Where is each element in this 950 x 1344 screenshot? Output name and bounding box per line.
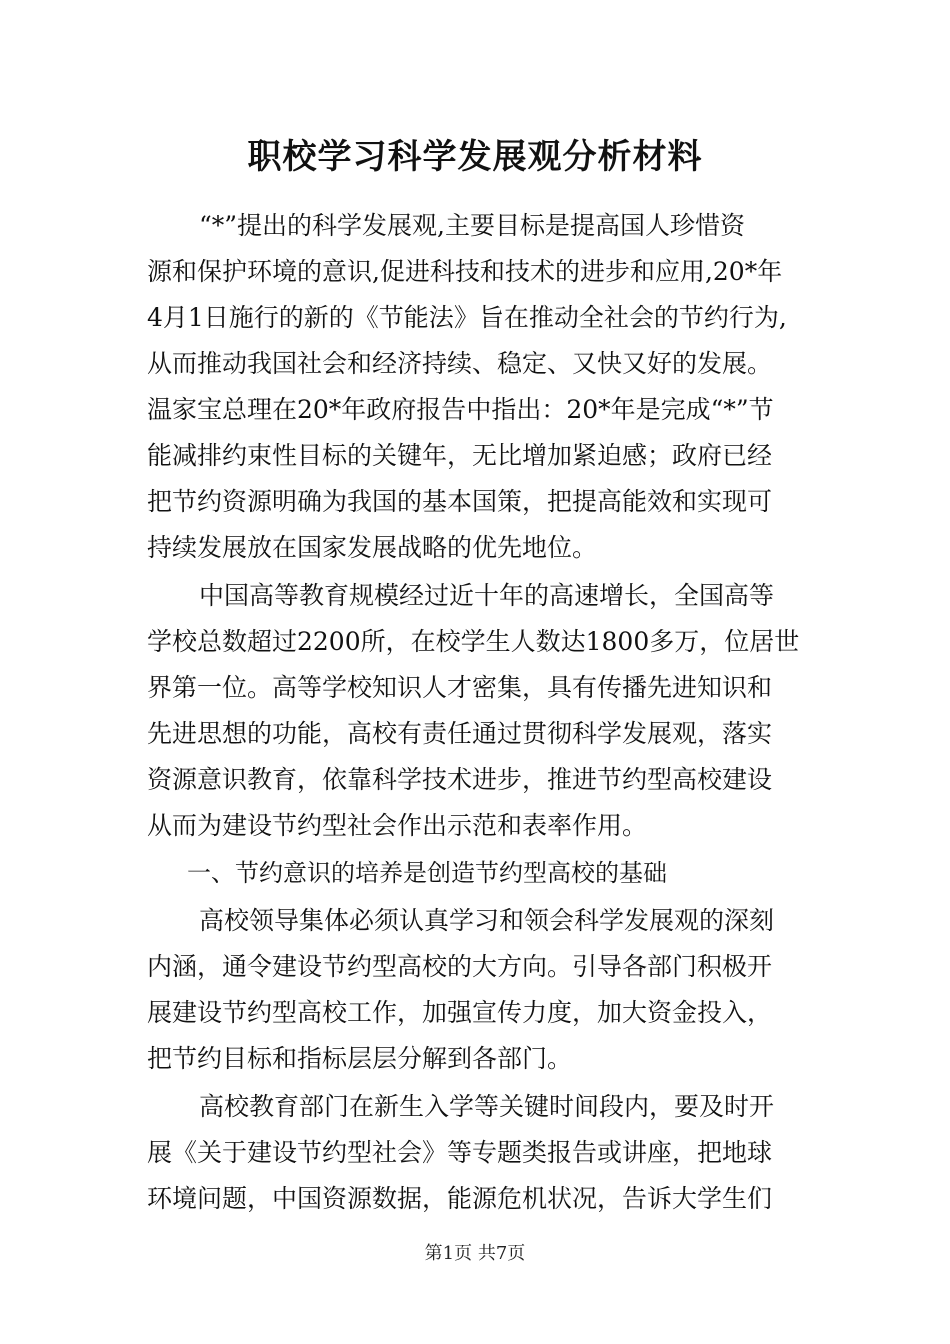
text-line: 把节约目标和指标层层分解到各部门。 — [147, 1044, 573, 1073]
text-line: 学校总数超过2200所，在校学生人数达1800多万，位居世 — [147, 627, 800, 656]
text-line: 先进思想的功能，高校有责任通过贯彻科学发展观，落实 — [147, 719, 773, 748]
text-line: 展建设节约型高校工作，加强宣传力度，加大资金投入， — [147, 998, 773, 1027]
text-line: 能减排约束性目标的关键年，无比增加紧迫感；政府已经 — [147, 441, 773, 470]
text-line: 高校领导集体必须认真学习和领会科学发展观的深刻 — [199, 906, 775, 935]
text-line: “*”提出的科学发展观,主要目标是提高国人珍惜资 — [199, 211, 746, 240]
paragraph-4 — [147, 1084, 807, 1222]
text-line: 高校教育部门在新生入学等关键时间段内，要及时开 — [199, 1092, 775, 1121]
page-number: 第1页 共7页 — [424, 1243, 526, 1264]
text-line: 4月1日施行的新的《节能法》旨在推动全社会的节约行为, — [147, 303, 787, 332]
section-heading: 一、节约意识的培养是创造节约型高校的基础 — [187, 859, 667, 887]
document-body — [147, 203, 807, 1222]
text-line: 温家宝总理在20*年政府报告中指出：20*年是完成“*”节 — [147, 395, 774, 424]
text-line: 源和保护环境的意识,促进科技和技术的进步和应用,20*年 — [147, 257, 783, 286]
paragraph-1 — [147, 203, 807, 571]
text-line: 环境问题，中国资源数据，能源危机状况，告诉大学生们 — [147, 1184, 773, 1213]
text-line: 界第一位。高等学校知识人才密集，具有传播先进知识和 — [147, 673, 773, 702]
text-line: 从而推动我国社会和经济持续、稳定、又快又好的发展。 — [147, 349, 773, 378]
text-line: 内涵，通令建设节约型高校的大方向。引导各部门积极开 — [147, 952, 773, 981]
text-line: 中国高等教育规模经过近十年的高速增长，全国高等 — [199, 581, 775, 610]
text-line: 把节约资源明确为我国的基本国策，把提高能效和实现可 — [147, 487, 773, 516]
document-title: 职校学习科学发展观分析材料 — [247, 137, 703, 177]
text-line: 资源意识教育，依靠科学技术进步，推进节约型高校建设 — [147, 765, 773, 794]
text-line: 持续发展放在国家发展战略的优先地位。 — [147, 533, 598, 562]
text-line: 展《关于建设节约型社会》等专题类报告或讲座，把地球 — [147, 1138, 773, 1167]
paragraph-3 — [147, 898, 807, 1082]
paragraph-2 — [147, 573, 807, 849]
text-line: 从而为建设节约型社会作出示范和表率作用。 — [147, 811, 648, 840]
